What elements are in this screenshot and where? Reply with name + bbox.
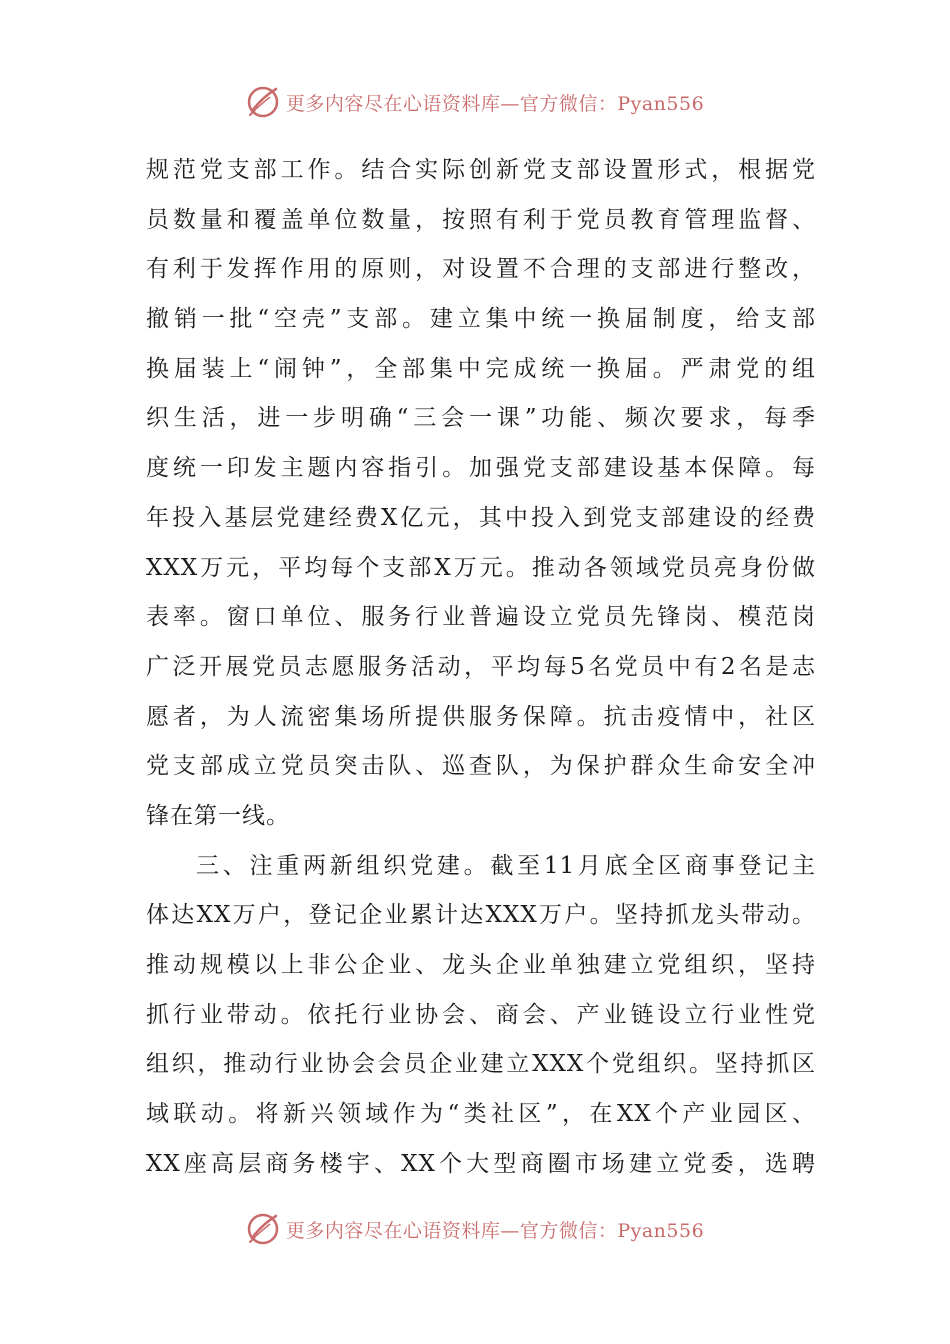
body-line: 表率。窗口单位、服务行业普遍设立党员先锋岗、模范岗: [146, 604, 816, 631]
header-watermark-banner: [0, 84, 950, 120]
body-line: 换届装上“闹钟”，全部集中完成统一换届。严肃党的组: [146, 355, 816, 382]
body-line: 推动规模以上非公企业、龙头企业单独建立党组织，坚持: [146, 952, 816, 978]
footer-watermark-banner: [0, 1211, 950, 1247]
document-body: [146, 146, 816, 1189]
quill-seal-logo-icon: [246, 1212, 280, 1246]
body-line: 域联动。将新兴领域作为“类社区”，在XX个产业园区、: [146, 1101, 816, 1128]
body-line: 组织，推动行业协会会员企业建立XXX个党组织。坚持抓区: [146, 1051, 816, 1078]
body-line: 抓行业带动。依托行业协会、商会、产业链设立行业性党: [146, 1001, 816, 1028]
section-heading-line: 三、注重两新组织党建。截至11月底全区商事登记主: [196, 852, 816, 879]
body-line: XXX万元，平均每个支部X万元。推动各领域党员亮身份做: [146, 554, 816, 581]
body-line: 有利于发挥作用的原则，对设置不合理的支部进行整改，: [146, 256, 816, 283]
body-line: 规范党支部工作。结合实际创新党支部设置形式，根据党: [146, 157, 816, 183]
body-line: 撤销一批“空壳”支部。建立集中统一换届制度，给支部: [146, 306, 816, 333]
body-line: 党支部成立党员突击队、巡查队，为保护群众生命安全冲: [146, 753, 816, 780]
watermark-text: 更多内容尽在心语资料库—官方微信：Pyan556: [285, 92, 705, 115]
body-line: 愿者，为人流密集场所提供服务保障。抗击疫情中，社区: [146, 703, 816, 730]
body-line: XX座高层商务楼宇、XX个大型商圈市场建立党委，选聘: [146, 1150, 816, 1177]
body-line: 织生活，进一步明确“三会一课”功能、频次要求，每季: [146, 405, 816, 432]
body-line: 锋在第一线。: [146, 802, 290, 829]
body-line: 度统一印发主题内容指引。加强党支部建设基本保障。每: [146, 455, 816, 482]
body-line: 体达XX万户，登记企业累计达XXX万户。坚持抓龙头带动。: [146, 902, 816, 929]
body-line: 广泛开展党员志愿服务活动，平均每5名党员中有2名是志: [146, 653, 816, 680]
body-line: 员数量和覆盖单位数量，按照有利于党员教育管理监督、: [146, 206, 816, 233]
quill-seal-logo-icon: [246, 85, 280, 119]
watermark-text: 更多内容尽在心语资料库—官方微信：Pyan556: [285, 1219, 705, 1242]
body-line: 年投入基层党建经费X亿元，其中投入到党支部建设的经费: [146, 504, 816, 531]
